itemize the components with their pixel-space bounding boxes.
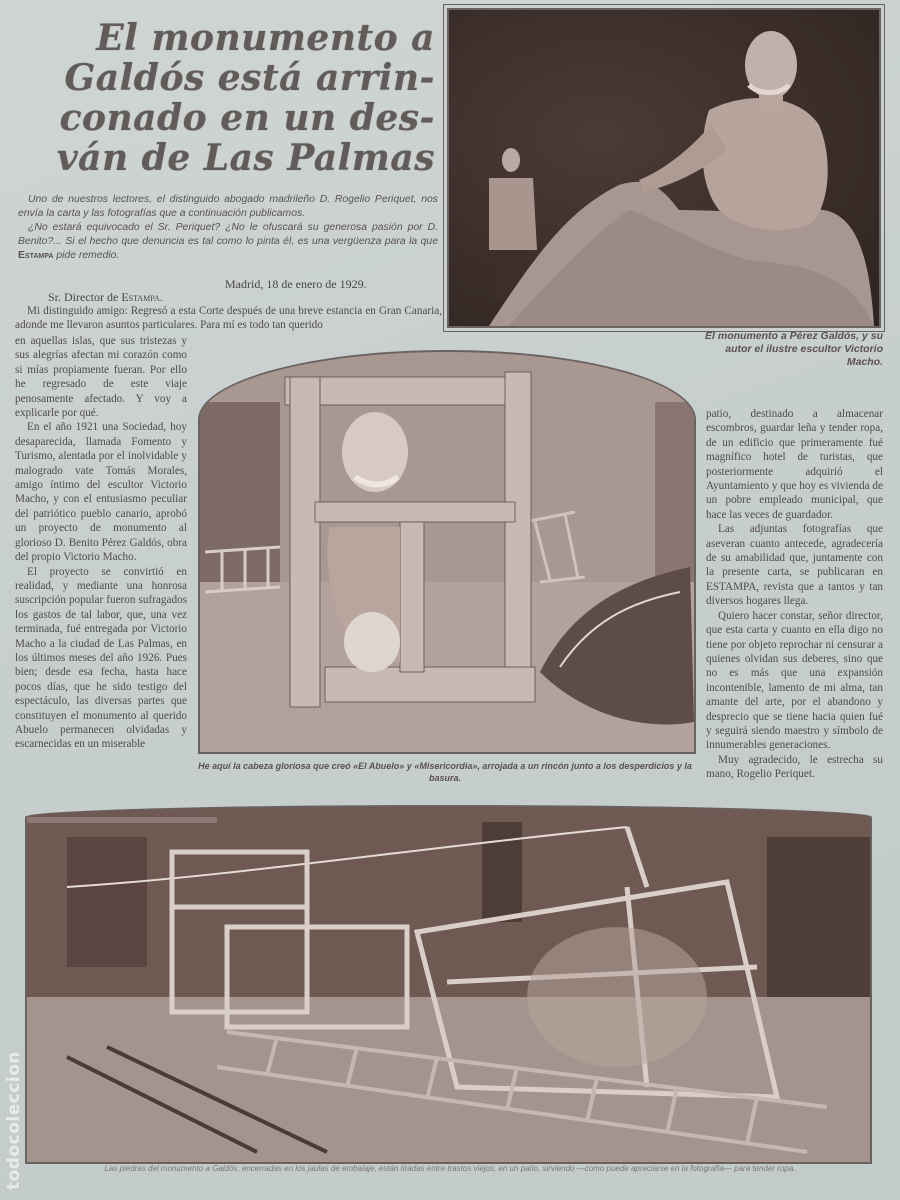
photo-caption-bottom: Las piedras del monumento a Galdós, encerradas en los jaulas de embalaje, están tiradas entre trastos viejos, en un patio, sirviendo —como puede apreciarse en la fotografía— para tender ropa. [104,1164,796,1173]
photo-statue-and-sculptor [447,8,881,328]
article-intro [18,193,438,263]
photo-crates-in-patio [25,805,872,1164]
watermark: todocoleccion [4,1050,24,1190]
salutation-text: . [159,290,163,304]
left-column [15,334,187,752]
intro-text: pide remedio. [53,250,120,261]
magazine-name: Estampa [121,290,160,304]
headline-line: El monumento a [96,17,435,59]
letter-salutation [48,290,163,305]
right-column [706,407,883,782]
magazine-name: Estampa [18,250,54,261]
body-paragraph: Las adjuntas fotografías que aseveran cuanto antecede, agradecería de su amabilidad que, juntamente con la presente carta, se publicaran en ESTAMPA, revista que a tantos y tan diversos hogares llega. [706,523,883,608]
headline-line: conado en un des- [59,97,435,139]
headline-line: Galdós está arrin- [64,57,435,99]
letter-opening [15,304,442,333]
body-paragraph: Mi distinguido amigo: Regresó a esta Corte después de una breve estancia en Gran Canaria, adonde me llevaron asuntos particulares. Para mí es todo tan querido [15,305,442,332]
letter-dateline: Madrid, 18 de enero de 1929. [225,277,367,291]
body-paragraph: En el año 1921 una Sociedad, hoy desaparecida, llamada Fomento y Turismo, alentada por el inolvidable y malogrado vate Tomás Morales, amigo íntimo del escultor Victorio Macho, y con el entusiasmo peculiar del patriótico pueblo canario, aprobó un proyecto de monumento al glorioso D. Benito Pérez Galdós, obra del propio Victorio Macho. [15,421,187,564]
body-paragraph: en aquellas islas, que sus tristezas y sus alegrías afectan mi corazón como si mías propiamente fueran. Por ello he regresado de este viaje penosamente afectado. Y voy a explicarle por qué. [15,335,187,420]
body-paragraph: Muy agradecido, le estrecha su mano, Rogelio Periquet. [706,753,883,781]
statue-illustration [449,10,879,326]
photo-caption-middle: He aquí la cabeza gloriosa que creó «El Abuelo» y «Misericordia», arrojada a un rincón junto a los desperdicios y la basura. [198,761,692,783]
body-paragraph: patio, destinado a almacenar escombros, guardar leña y tender ropa, de un edificio que primeramente fué magnífico hotel de turistas, que posteriormente adquirió el Ayuntamiento y que hoy es vivienda de un pobre empleado municipal, que hace las veces de guardador. [706,408,883,521]
headline-line: ván de Las Palmas [56,137,435,179]
body-paragraph: Quiero hacer constar, señor director, que esta carta y cuanto en ella digo no tiene por objeto reprochar ni censurar a quienes olvidan sus deberes, sino que no es más que una expansión incontenible, lamento de mi alma, tan amante del arte, por el abandono y desprecio que se tiene hacia quien fué y seguirá siendo maestro y símbolo de innumerables generaciones. [706,609,883,752]
article-headline [10,18,435,178]
crate-illustration [200,352,694,752]
body-paragraph: El proyecto se convirtió en realidad, y mediante una honrosa suscripción popular fueron sufragados los gastos de tal labor, que, una vez terminada, fué entregada por Victorio Macho a la ciudad de Las Palmas, en los últimos meses del año 1926. Pues bien; desde esa fecha, hasta hace pocos días, que he sido testigo del espectáculo, las diversas partes que constituyen el monumento al querido Abuelo permanecen olvidadas y escarnecidas en un miserable [15,565,187,751]
intro-paragraph [18,221,438,263]
intro-text: ¿No estará equivocado el Sr. Periquet? ¿No le ofuscará su generosa pasión por D. Benito?... Si el hecho que denuncia es tal como lo pinta él, es una vergüenza para la que [18,222,438,247]
salutation-text: Sr. Director de [48,290,122,304]
intro-paragraph: Uno de nuestros lectores, el distinguido abogado madrileño D. Rogelio Periquet, nos envía la carta y las fotografías que a continuación publicamos. [18,194,438,219]
patio-illustration [27,807,870,1162]
photo-caption-top: El monumento a Pérez Galdós, y su autor el ilustre escultor Victorio Macho. [705,330,883,368]
photo-head-in-crate [198,350,696,754]
